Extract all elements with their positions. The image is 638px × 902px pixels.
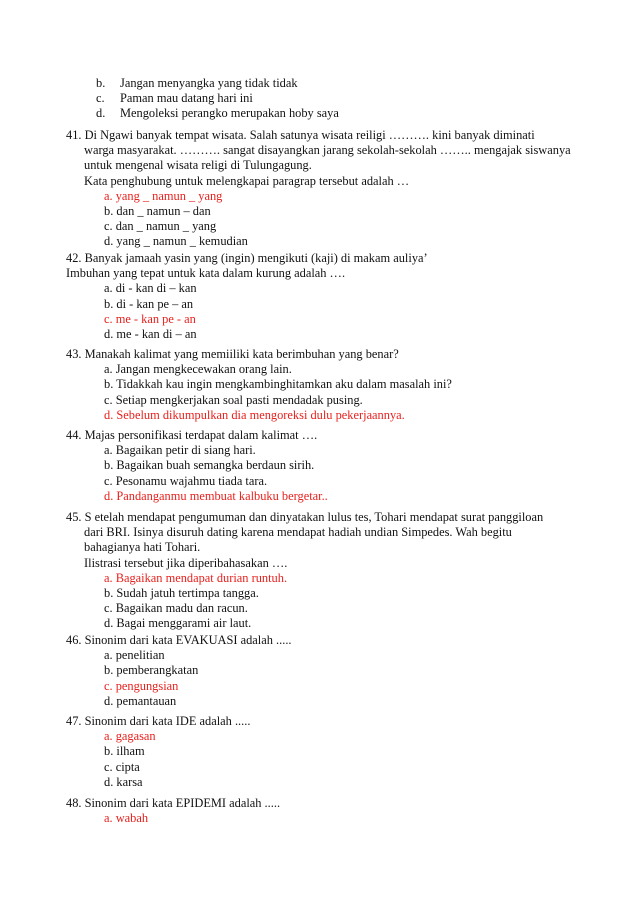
answer-option: b. ilham bbox=[104, 744, 145, 759]
question-text: warga masyarakat. ………. sangat disayangkan jarang sekolah-sekolah …….. mengajak siswanya bbox=[84, 143, 571, 158]
question-text: untuk mengenal wisata religi di Tulungagung. bbox=[84, 158, 312, 173]
answer-option: b. pemberangkatan bbox=[104, 663, 199, 678]
top-options bbox=[66, 76, 586, 122]
answer-option-correct: d. Sebelum dikumpulkan dia mengoreksi dulu pekerjaannya. bbox=[104, 407, 405, 422]
answer-option: c. Pesonamu wajahmu tiada tara. bbox=[104, 473, 268, 488]
question-text: 42. Banyak jamaah yasin yang (ingin) mengikuti (kaji) di makam auliya’ bbox=[66, 251, 428, 265]
question-text: 47. Sinonim dari kata IDE adalah ..... bbox=[66, 714, 251, 728]
question-46 bbox=[66, 633, 586, 709]
answer-option: c. dan _ namun _ yang bbox=[104, 219, 217, 234]
answer-option: b. Bagaikan buah semangka berdaun sirih. bbox=[104, 458, 315, 473]
answer-option: d. karsa bbox=[104, 774, 143, 789]
question-text: 46. Sinonim dari kata EVAKUASI adalah ..... bbox=[66, 633, 292, 647]
question-text: Imbuhan yang tepat untuk kata dalam kurung adalah …. bbox=[66, 266, 346, 281]
answer-option: d. me - kan di – an bbox=[104, 326, 197, 341]
question-text: 41. Di Ngawi banyak tempat wisata. Salah satunya wisata reiligi ………. kini banyak diminati bbox=[66, 128, 535, 142]
question-43 bbox=[66, 347, 586, 423]
question-45 bbox=[66, 510, 586, 632]
answer-option: a. di - kan di – kan bbox=[104, 281, 197, 296]
answer-option: d. Bagai menggarami air laut. bbox=[104, 616, 252, 631]
answer-option-correct: a. yang _ namun _ yang bbox=[104, 188, 223, 203]
answer-option: c. Setiap mengkerjakan soal pasti mendadak pusing. bbox=[104, 392, 363, 407]
option-d: d. Mengoleksi perangko merupakan hoby saya bbox=[96, 106, 339, 121]
answer-option-correct: d. Pandanganmu membuat kalbuku bergetar.. bbox=[104, 488, 328, 503]
answer-option: c. Bagaikan madu dan racun. bbox=[104, 601, 248, 616]
answer-option-correct: a. Bagaikan mendapat durian runtuh. bbox=[104, 570, 288, 585]
question-text: Ilistrasi tersebut jika diperibahasakan …. bbox=[84, 555, 288, 570]
question-41 bbox=[66, 128, 586, 250]
question-text: bahagianya hati Tohari. bbox=[84, 540, 201, 555]
answer-option: c. cipta bbox=[104, 759, 140, 774]
question-text: Kata penghubung untuk melengkapai paragrap tersebut adalah … bbox=[84, 173, 410, 188]
answer-option: d. yang _ namun _ kemudian bbox=[104, 234, 248, 249]
answer-option-correct: a. gagasan bbox=[104, 729, 156, 744]
answer-option: b. Sudah jatuh tertimpa tangga. bbox=[104, 585, 259, 600]
question-44 bbox=[66, 428, 586, 504]
answer-option: b. Tidakkah kau ingin mengkambinghitamkan aku dalam masalah ini? bbox=[104, 377, 452, 392]
answer-option: a. Jangan mengkecewakan orang lain. bbox=[104, 362, 292, 377]
answer-option: b. di - kan pe – an bbox=[104, 296, 194, 311]
question-text: 44. Majas personifikasi terdapat dalam kalimat …. bbox=[66, 428, 318, 442]
answer-option: d. pemantauan bbox=[104, 693, 177, 708]
question-text: 48. Sinonim dari kata EPIDEMI adalah ..... bbox=[66, 796, 281, 810]
question-47 bbox=[66, 714, 586, 790]
answer-option-correct: c. me - kan pe - an bbox=[104, 311, 196, 326]
question-42 bbox=[66, 251, 586, 342]
answer-option-correct: c. pengungsian bbox=[104, 678, 179, 693]
question-text: 43. Manakah kalimat yang memiiliki kata berimbuhan yang benar? bbox=[66, 347, 399, 361]
option-b: b. Jangan menyangka yang tidak tidak bbox=[96, 76, 298, 90]
answer-option-correct: a. wabah bbox=[104, 811, 149, 826]
answer-option: a. penelitian bbox=[104, 648, 165, 663]
option-c: c. Paman mau datang hari ini bbox=[96, 91, 253, 106]
question-text: dari BRI. Isinya disuruh dating karena mendapat hadiah undian Simpedes. Wah begitu bbox=[84, 525, 512, 540]
answer-option: a. Bagaikan petir di siang hari. bbox=[104, 443, 256, 458]
answer-option: b. dan _ namun – dan bbox=[104, 203, 211, 218]
question-48 bbox=[66, 796, 586, 826]
question-text: 45. S etelah mendapat pengumuman dan dinyatakan lulus tes, Tohari mendapat surat panggiloan bbox=[66, 510, 544, 524]
